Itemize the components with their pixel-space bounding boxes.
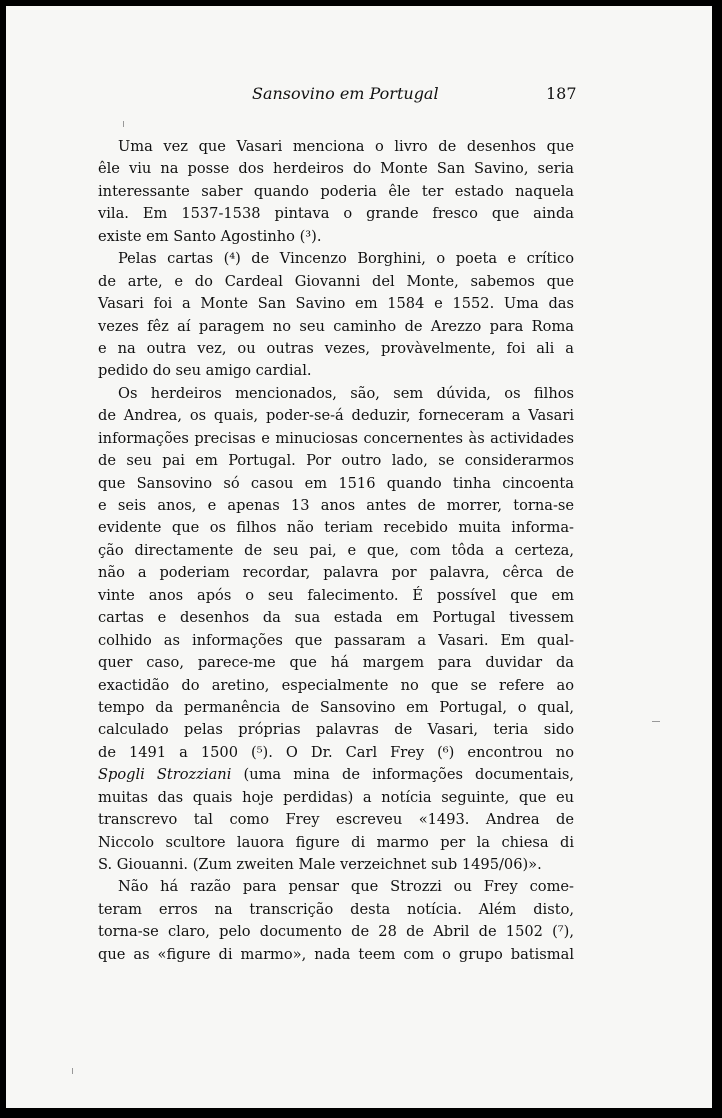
text-line: que as «figure di marmo», nada teem com o grupo batismal xyxy=(98,945,574,963)
text-line: Uma vez que Vasari menciona o livro de desenhos que xyxy=(118,138,574,155)
book-page xyxy=(6,6,712,1108)
text-line: quer caso, parece-me que há margem para duvidar da xyxy=(98,654,574,672)
text-line: muitas das quais hoje perdidas) a notícia seguinte, que eu xyxy=(98,788,574,806)
text-line: vila. Em 1537-1538 pintava o grande fresco que ainda xyxy=(98,205,574,223)
text-line: de Andrea, os quais, poder-se-á deduzir, forneceram a Vasari xyxy=(98,407,574,425)
scan-mark xyxy=(652,721,660,722)
text-line xyxy=(98,764,574,786)
text-line: vezes fêz aí paragem no seu caminho de Arezzo para Roma xyxy=(98,317,574,335)
text-line: teram erros na transcrição desta notícia. Além disto, xyxy=(98,900,574,918)
text-line: Vasari foi a Monte San Savino em 1584 e 1552. Uma das xyxy=(98,295,574,313)
text-line: transcrevo tal como Frey escreveu «1493. Andrea de xyxy=(98,811,574,829)
text-line: de arte, e do Cardeal Giovanni del Monte, sabemos que xyxy=(98,272,574,290)
text-line: Niccolo scultore lauora figure di marmo per la chiesa di xyxy=(98,833,574,851)
scan-mark xyxy=(123,121,124,127)
text-line: tempo da permanência de Sansovino em Portugal, o qual, xyxy=(98,698,574,716)
running-title: Sansovino em Portugal xyxy=(252,84,439,103)
text-line: ção directamente de seu pai, e que, com tôda a certeza, xyxy=(98,541,574,559)
text-line: cartas e desenhos da sua estada em Portugal tivessem xyxy=(98,609,574,627)
text-line: Os herdeiros mencionados, são, sem dúvida, os filhos xyxy=(118,384,574,402)
text-line: calculado pelas próprias palavras de Vasari, teria sido xyxy=(98,721,574,739)
text-line: interessante saber quando poderia êle ter estado naquela xyxy=(98,182,574,200)
text-line-rest: (uma mina de informações documentais, xyxy=(231,766,574,784)
text-line: exactidão do aretino, especialmente no que se refere ao xyxy=(98,676,574,694)
text-line: evidente que os filhos não teriam recebido muita informa- xyxy=(98,519,574,537)
text-line: não a poderiam recordar, palavra por palavra, cêrca de xyxy=(98,564,574,582)
text-line: torna-se claro, pelo documento de 28 de Abril de 1502 (⁷), xyxy=(98,923,574,941)
text-line: existe em Santo Agostinho (³). xyxy=(98,227,322,245)
text-line: Pelas cartas (⁴) de Vincenzo Borghini, o poeta e crítico xyxy=(118,250,574,268)
page-number: 187 xyxy=(546,84,577,103)
text-line: de seu pai em Portugal. Por outro lado, se considerarmos xyxy=(98,452,574,470)
text-line: êle viu na posse dos herdeiros do Monte San Savino, seria xyxy=(98,160,574,178)
page-header xyxy=(6,84,712,108)
text-line: de 1491 a 1500 (⁵). O Dr. Carl Frey (⁶) encontrou no xyxy=(98,743,574,761)
text-line: que Sansovino só casou em 1516 quando tinha cincoenta xyxy=(98,474,574,492)
body-text xyxy=(98,136,574,966)
italic-title: Spogli Strozziani xyxy=(98,766,232,784)
text-line: pedido do seu amigo cardial. xyxy=(98,362,312,380)
text-line: colhido as informações que passaram a Vasari. Em qual- xyxy=(98,631,574,649)
text-line: Não há razão para pensar que Strozzi ou Frey come- xyxy=(118,878,574,896)
text-line: e seis anos, e apenas 13 anos antes de morrer, torna-se xyxy=(98,497,574,514)
text-line: e na outra vez, ou outras vezes, provàvelmente, foi ali a xyxy=(98,339,574,357)
text-line: vinte anos após o seu falecimento. É possível que em xyxy=(98,586,574,604)
text-line: informações precisas e minuciosas concernentes às actividades xyxy=(98,429,574,447)
scan-mark xyxy=(72,1068,73,1074)
text-line: S. Giouanni. (Zum zweiten Male verzeichnet sub 1495/06)». xyxy=(98,856,542,873)
